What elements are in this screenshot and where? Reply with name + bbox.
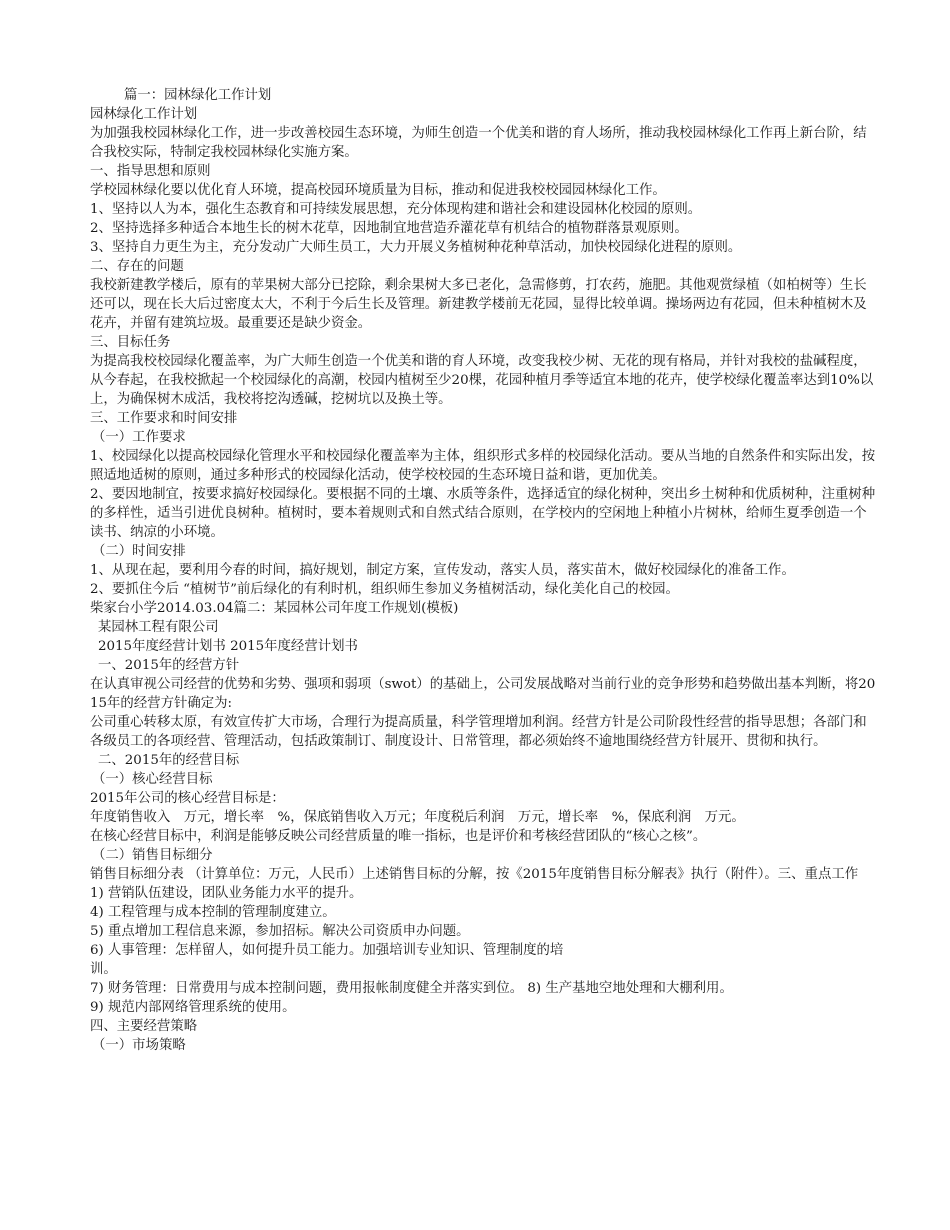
text-line: 3、坚持自力更生为主，充分发动广大师生员工，大力开展义务植树种花种草活动，加快校园绿化进程的原则。 (90, 240, 742, 255)
text-line: 2015年度经营计划书 2015年度经营计划书 (98, 639, 358, 654)
text-line: 公司重心转移太原，有效宣传扩大市场，合理行为提高质量，科学管理增加利润。经营方针是公司阶段性经营的指导思想；各部门和各级员工的各项经营、管理活动，包括政策制订、制度设计、日常管理，都必须始终不逾地围绕经营方针展开、贯彻和执行。 (90, 715, 867, 749)
text-line: （一）市场策略 (92, 1038, 186, 1053)
text-line: （一）工作要求 (92, 430, 186, 445)
text-line: 某园林工程有限公司 (98, 620, 219, 635)
text-line: 在认真审视公司经营的优势和劣势、强项和弱项（swot）的基础上，公司发展战略对当前行业的竞争形势和趋势做出基本判断，将2015年的经营方针确定为: (90, 677, 876, 711)
text-line: 训。 (90, 962, 117, 977)
text-line: 9) 规范内部网络管理系统的使用。 (90, 1000, 296, 1015)
text-line: 1、从现在起，要利用今春的时间，搞好规划，制定方案，宣传发动，落实人员，落实苗木，做好校园绿化的准备工作。 (90, 563, 795, 578)
text-line: （二）时间安排 (92, 544, 186, 559)
document-body (90, 86, 880, 1055)
text-line: 为加强我校园林绿化工作，进一步改善校园生态环境，为师生创造一个优美和谐的育人场所，推动我校园林绿化工作再上新台阶，结合我校实际，特制定我校园林绿化实施方案。 (90, 126, 867, 160)
text-line: 在核心经营目标中，利润是能够反映公司经营质量的唯一指标，也是评价和考核经营团队的“核心之核”。 (90, 829, 707, 844)
text-line: 学校园林绿化要以优化育人环境，提高校园环境质量为目标，推动和促进我校校园园林绿化工作。 (90, 183, 666, 198)
text-line: 2015年公司的核心经营目标是： (90, 791, 285, 806)
text-line: 我校新建教学楼后，原有的苹果树大部分已挖除，剩余果树大多已老化，急需修剪，打农药，施肥。其他观赏绿植（如柏树等）生长还可以，现在长大后过密度太大，不利于今后生长及管理。新建教学楼前无花园，显得比较单调。操场两边有花园，但未种植树木及花卉，并留有建筑垃圾。最重要还是缺少资金。 (90, 278, 867, 331)
text-line: 4) 工程管理与成本控制的管理制度建立。 (90, 905, 336, 920)
text-line: 1、坚持以人为本，强化生态教育和可持续发展思想，充分体现构建和谐社会和建设园林化校园的原则。 (90, 202, 702, 217)
text-line: 5) 重点增加工程信息来源，参加招标。解决公司资质申办问题。 (90, 924, 470, 939)
text-line: 2、坚持选择多种适合本地生长的树木花草，因地制宜地营造乔灌花草有机结合的植物群落景观原则。 (90, 221, 688, 236)
text-line: （一）核心经营目标 (92, 772, 213, 787)
text-line: 四、主要经营策略 (90, 1019, 198, 1034)
text-line: 二、2015年的经营目标 (98, 753, 240, 768)
text-line: 园林绿化工作计划 (90, 107, 198, 122)
text-line: 篇一：园林绿化工作计划 (124, 88, 272, 103)
text-line: 三、工作要求和时间安排 (90, 411, 238, 426)
text-line: 柴家台小学2014.03.04篇二：某园林公司年度工作规划(模板) (90, 601, 459, 616)
text-line: 一、2015年的经营方针 (98, 658, 240, 673)
text-line: 2、要抓住今后 “植树节”前后绿化的有利时机，组织师生参加义务植树活动，绿化美化自己的校园。 (90, 582, 679, 597)
text-line: 2、要因地制宜，按要求搞好校园绿化。要根据不同的土壤、水质等条件，选择适宜的绿化树种，突出乡土树种和优质树种，注重树种的多样性，适当引进优良树种。植树时，要本着规则式和自然式结合原则，在学校内的空闲地上种植小片树林，给师生夏季创造一个读书、纳凉的小环境。 (90, 487, 876, 540)
text-line: 6) 人事管理：怎样留人，如何提升员工能力。加强培训专业知识、管理制度的培 (90, 943, 564, 958)
text-line: 年度销售收入 万元，增长率 %，保底销售收入万元；年度税后利润 万元，增长率 %，保底利润 万元。 (90, 810, 745, 825)
text-line: 1) 营销队伍建设，团队业务能力水平的提升。 (90, 886, 363, 901)
text-line: 为提高我校校园绿化覆盖率，为广大师生创造一个优美和谐的育人环境，改变我校少树、无花的现有格局，并针对我校的盐碱程度，从今春起，在我校掀起一个校园绿化的高潮，校园内植树至少20棵，花园种植月季等适宜本地的花卉，使学校绿化覆盖率达到10%以上，为确保树木成活，我校将挖沟透碱，挖树坑以及换土等。 (90, 354, 874, 407)
text-line: 一、指导思想和原则 (90, 164, 211, 179)
text-line: 1、校园绿化以提高校园绿化管理水平和校园绿化覆盖率为主体，组织形式多样的校园绿化活动。要从当地的自然条件和实际出发，按照适地适树的原则，通过多种形式的校园绿化活动，使学校校园的生态环境日益和谐，更加优美。 (90, 449, 876, 483)
text-line: （二）销售目标细分 (92, 848, 213, 863)
text-line: 二、存在的问题 (90, 259, 184, 274)
text-line: 三、目标任务 (90, 335, 171, 350)
text-line: 7) 财务管理：日常费用与成本控制问题，费用报帐制度健全并落实到位。 8) 生产基地空地处理和大棚利用。 (90, 981, 733, 996)
text-line: 销售目标细分表 （计算单位：万元，人民币）上述销售目标的分解，按《2015年度销售目标分解表》执行（附件）。三、重点工作 (90, 867, 859, 882)
